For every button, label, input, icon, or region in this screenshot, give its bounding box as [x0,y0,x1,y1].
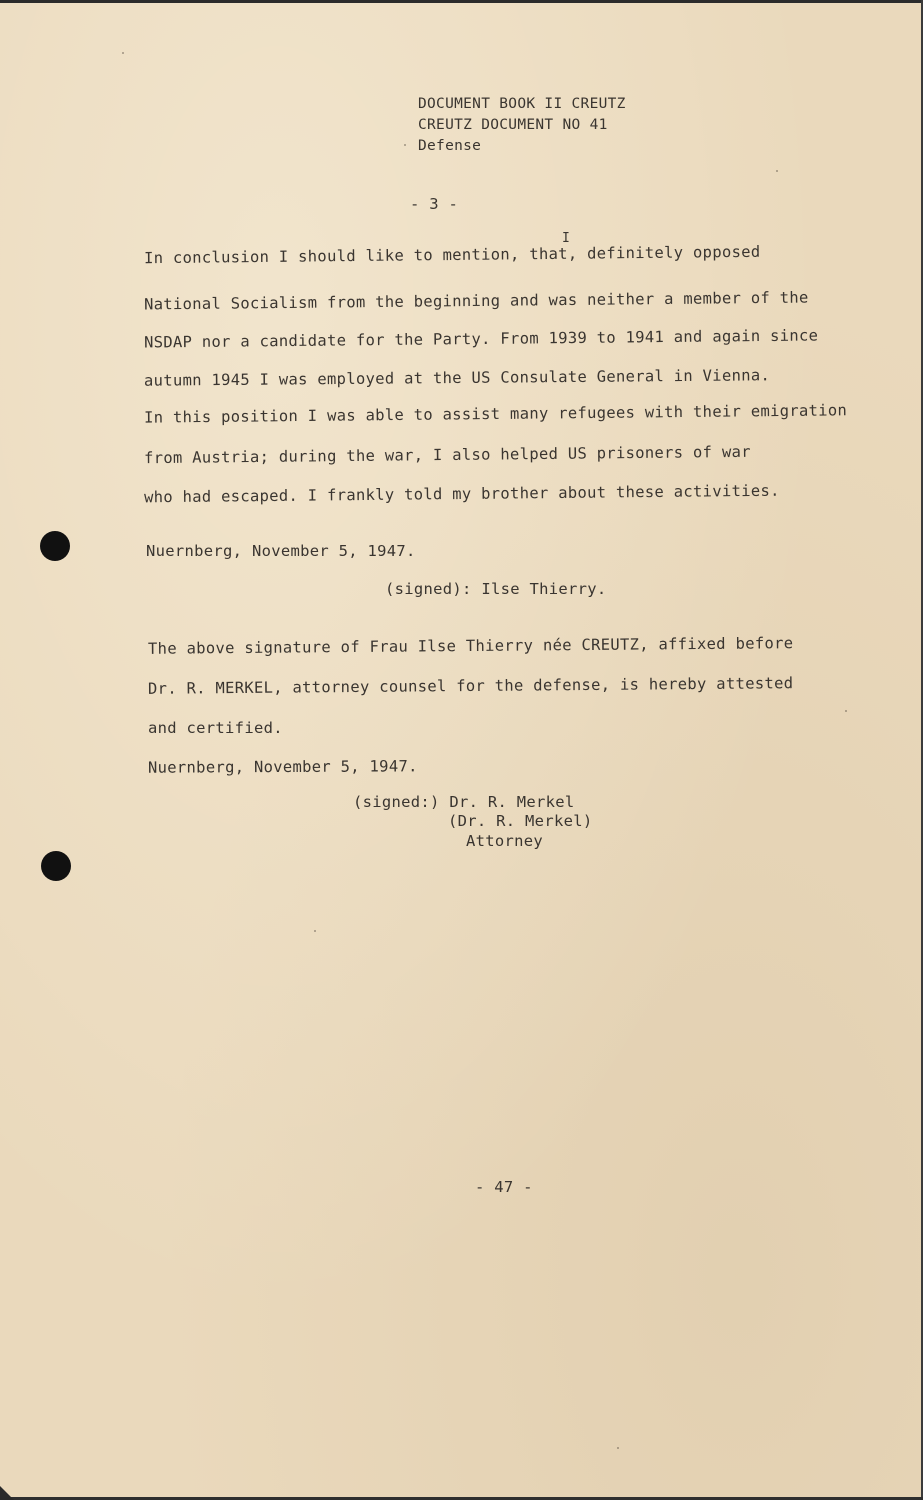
cert-line: Dr. R. MERKEL, attorney counsel for the defense, is hereby attested [147,674,794,698]
insertion-mark: I [562,231,570,246]
page-number-bottom: - 47 - [475,1178,533,1196]
paper-speck [617,1447,619,1449]
header-defense: Defense [418,138,482,154]
punch-hole-upper [40,531,70,561]
header-document-number: CREUTZ DOCUMENT NO 41 [418,117,608,133]
cert-line: and certified. [148,719,283,737]
cert-line: The above signature of Frau Ilse Thierry née CREUTZ, affixed before [147,634,794,658]
place-date-second: Nuernberg, November 5, 1947. [147,757,418,777]
paper-speck [122,52,124,54]
paper-speck [845,710,847,712]
paper-speck [404,144,406,146]
body-line: who had escaped. I frankly told my brother about these activities. [143,481,780,507]
signature-merkel-name: (Dr. R. Merkel) [448,812,593,830]
paper-speck [314,930,316,932]
signature-merkel-title: Attorney [466,832,544,850]
body-line: NSDAP nor a candidate for the Party. From 1939 to 1941 and again since [143,326,819,352]
scan-edge-top [0,0,923,3]
punch-hole-lower [41,851,71,881]
paper-speck [776,170,778,172]
body-line: from Austria; during the war, I also helped US prisoners of war [143,442,751,468]
body-line: autumn 1945 I was employed at the US Consulate General in Vienna. [143,366,771,390]
body-line: National Socialism from the beginning and was neither a member of the [143,288,809,314]
signature-merkel-line: (signed:) Dr. R. Merkel [353,793,575,811]
page-number-top: - 3 - [410,195,459,213]
scan-corner-mark [0,1486,14,1500]
place-date-first: Nuernberg, November 5, 1947. [146,542,416,560]
body-line: In conclusion I should like to mention, that, definitely opposed [143,242,761,268]
body-line: In this position I was able to assist many refugees with their emigration [143,401,848,427]
signature-thierry: (signed): Ilse Thierry. [385,580,607,598]
header-book-line: DOCUMENT BOOK II CREUTZ [418,96,626,112]
